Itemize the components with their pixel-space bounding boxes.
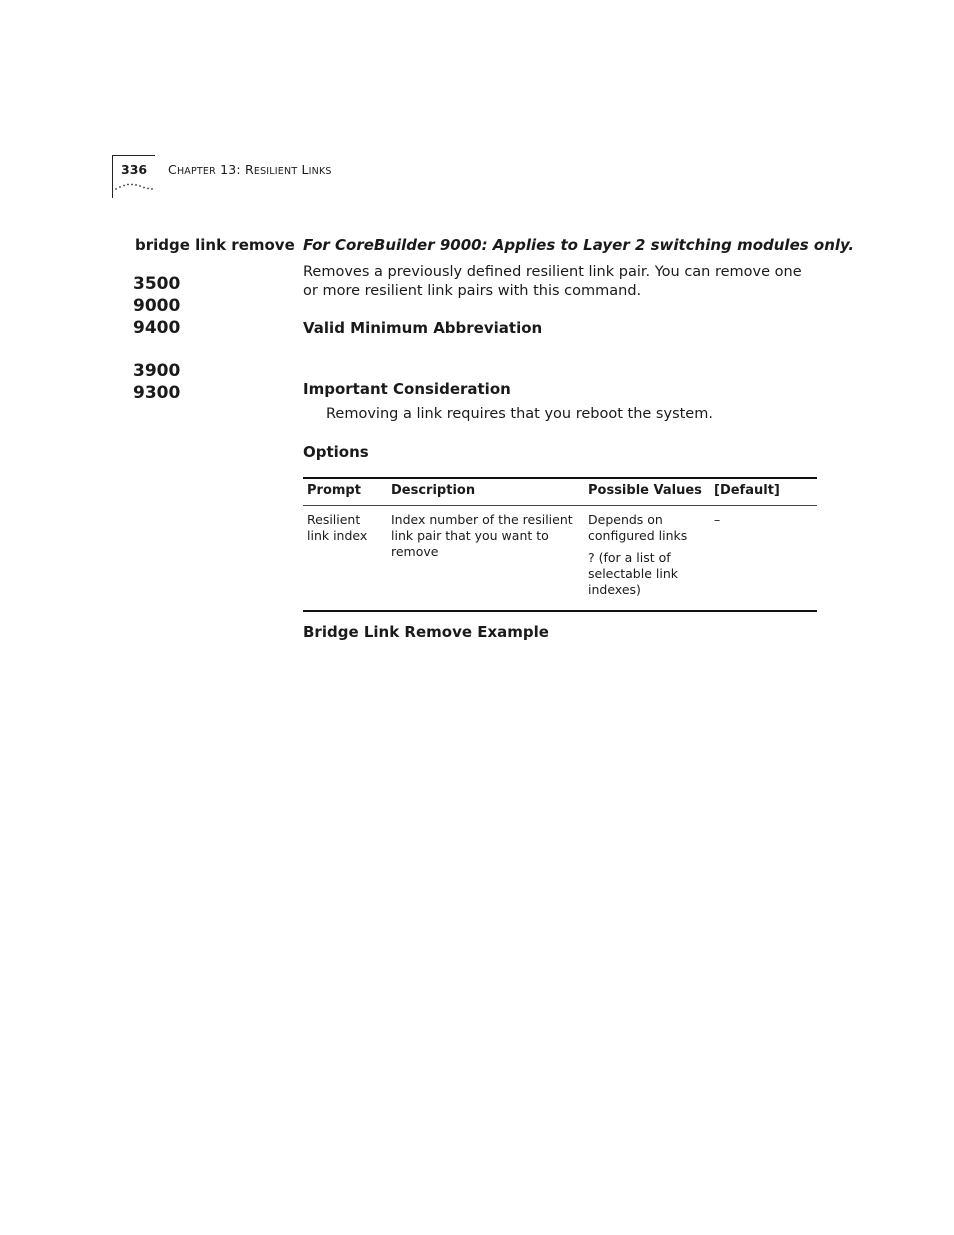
column-header: Prompt	[303, 478, 387, 506]
column-header: Possible Values	[584, 478, 710, 506]
important-consideration-heading: Important Consideration	[303, 380, 511, 398]
column-header: Description	[387, 478, 584, 506]
applies-note: For CoreBuilder 9000: Applies to Layer 2 switching modules only.	[303, 236, 855, 254]
important-consideration-text: Removing a link requires that you reboot the system.	[326, 406, 713, 422]
default-cell: –	[714, 512, 721, 527]
command-name: bridge link remove	[135, 236, 295, 254]
possible-value: ? (for a list of selectable link indexes)	[588, 550, 678, 597]
description-cell: Index number of the resilient link pair that you want to remove	[391, 512, 573, 559]
platform-number: 3900	[133, 361, 181, 381]
platform-number: 9400	[133, 318, 181, 338]
prompt-cell: Resilient link index	[307, 512, 368, 543]
table-header-row	[303, 478, 817, 506]
table-row	[303, 506, 817, 612]
chapter-title: CHAPTER 13: RESILIENT LINKS	[168, 162, 332, 177]
options-heading: Options	[303, 443, 369, 461]
dotted-arc-decoration	[114, 181, 156, 191]
options-table	[303, 477, 817, 612]
platform-number: 3500	[133, 274, 181, 294]
platform-list	[133, 273, 180, 404]
example-heading: Bridge Link Remove Example	[303, 623, 549, 641]
possible-value: Depends on configured links	[588, 512, 688, 543]
possible-values-cell	[584, 506, 710, 612]
platform-number: 9000	[133, 296, 181, 316]
valid-min-abbrev-heading: Valid Minimum Abbreviation	[303, 319, 543, 337]
command-description: Removes a previously defined resilient link pair. You can remove one or more resilient link pairs with this command.	[303, 264, 802, 299]
column-header: [Default]	[710, 478, 817, 506]
platform-number: 9300	[133, 383, 181, 403]
page-number: 336	[121, 162, 148, 177]
